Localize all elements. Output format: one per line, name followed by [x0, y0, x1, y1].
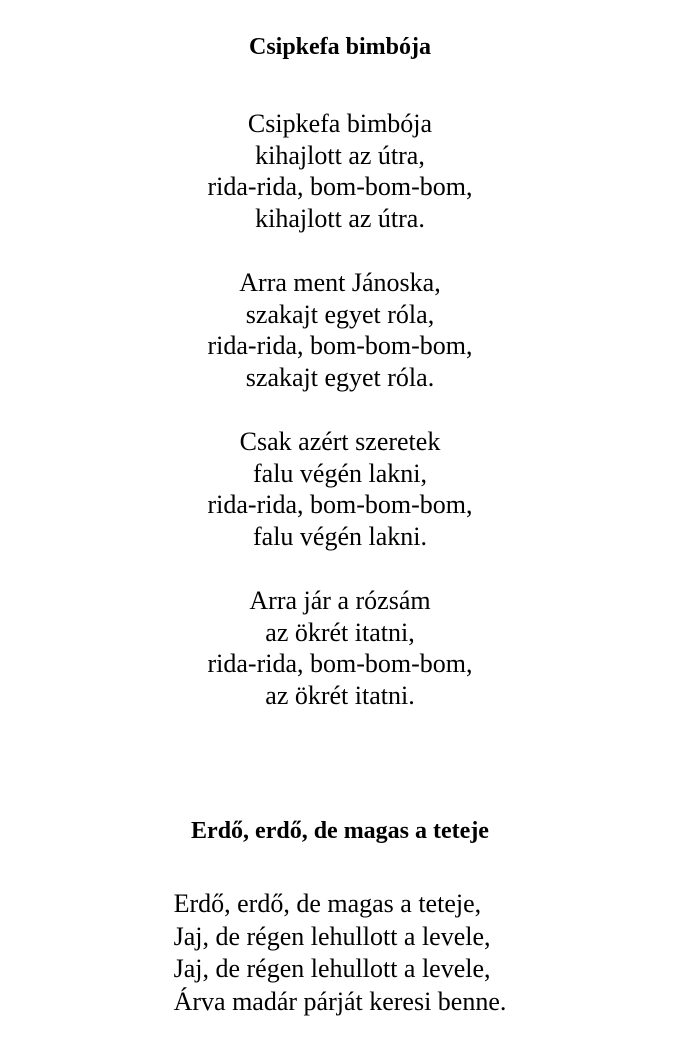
- verse-line: Csak azért szeretek: [239, 427, 441, 456]
- verse-line: Árva madár párját keresi benne.: [173, 986, 507, 1016]
- verse-line: szakajt egyet róla.: [245, 362, 435, 392]
- verse-line: Jaj, de régen lehullott a levele,: [173, 921, 491, 951]
- song-erdo: [0, 816, 680, 1018]
- verse-line: Erdő, erdő, de magas a teteje,: [173, 889, 482, 918]
- verse-line: Csipkefa bimbója: [247, 109, 433, 138]
- verse-line: Arra jár a rózsám: [249, 586, 431, 615]
- verse-line: kihajlott az útra.: [255, 203, 425, 233]
- verse-line: rida-rida, bom-bom-bom,: [207, 649, 473, 678]
- verse-line: Arra ment Jánoska,: [239, 268, 441, 297]
- verse-line: rida-rida, bom-bom-bom,: [207, 490, 473, 519]
- stanza-4: [0, 585, 680, 711]
- verse-line: kihajlott az útra,: [255, 140, 425, 170]
- verse-line: az ökrét itatni,: [265, 617, 415, 647]
- song-title: Csipkefa bimbója: [248, 34, 432, 60]
- verse-line: falu végén lakni.: [253, 521, 427, 551]
- verse-line: falu végén lakni,: [253, 458, 427, 488]
- stanza-2: [0, 267, 680, 393]
- stanza-1: [174, 888, 507, 1018]
- verse-line: Jaj, de régen lehullott a levele,: [173, 954, 491, 983]
- verse-line: rida-rida, bom-bom-bom,: [207, 331, 473, 360]
- stanza-1: [0, 108, 680, 234]
- stanza-3: [0, 426, 680, 552]
- verse-line: rida-rida, bom-bom-bom,: [207, 172, 473, 201]
- song-title: Erdő, erdő, de magas a teteje: [191, 818, 489, 844]
- verse-line: az ökrét itatni.: [265, 680, 415, 710]
- verse-line: szakajt egyet róla,: [245, 299, 435, 329]
- song-csipkefa: [0, 32, 680, 744]
